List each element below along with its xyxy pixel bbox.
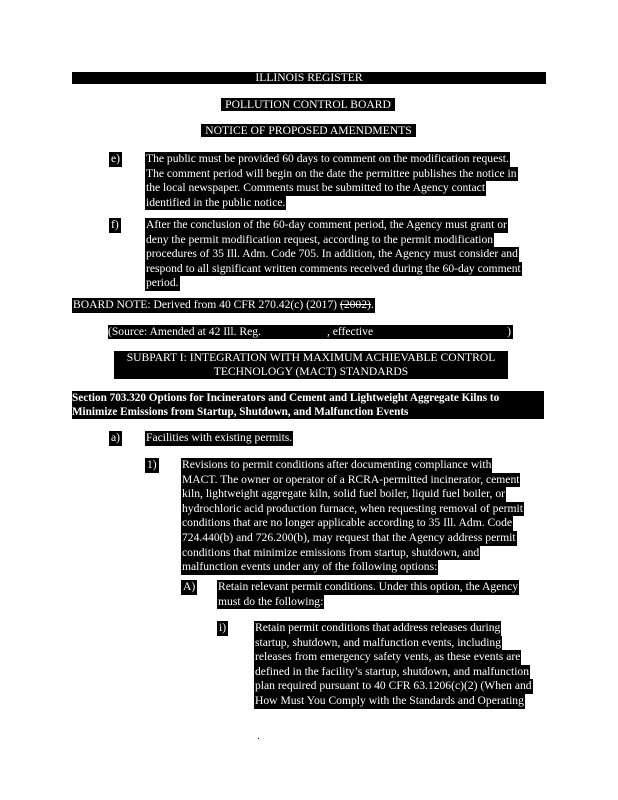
item-i-line: plan required pursuant to 40 CFR 63.1206(c)(2) (When and (255, 679, 532, 693)
item-e-line: The public must be provided 60 days to comment on the modification request. (146, 152, 509, 165)
source-open: (Source: Amended at 42 Ill. Reg. (108, 325, 261, 338)
item-f-marker: f) (111, 218, 119, 231)
notice-title-text: NOTICE OF PROPOSED AMENDMENTS (205, 124, 412, 137)
item-f-line: respond to all significant written comments received during the 60-day comment (146, 261, 521, 275)
board-note-struck: (2002) (339, 298, 371, 311)
item-i-line: defined in the facility’s startup, shutdown, and malfunction (255, 664, 530, 678)
item-e-marker: e) (111, 152, 121, 165)
board-note-text: BOARD NOTE: Derived from 40 CFR 270.42(c) (2017) (73, 298, 340, 311)
source-middle: , effective (326, 325, 374, 338)
notice-title (201, 124, 416, 137)
section-line-2: Minimize Emissions from Startup, Shutdown, and Malfunction Events (72, 406, 409, 418)
item-i-line: releases from emergency safety vents, as these events are (255, 650, 521, 664)
section-heading (72, 391, 544, 419)
source-line (108, 325, 513, 339)
item-1-marker: 1) (147, 458, 157, 471)
board-note-end: . (370, 298, 374, 311)
item-e-line: The comment period will begin on the date the permittee publishes the notice in (146, 166, 517, 180)
source-close: ) (507, 325, 511, 338)
board-note-line (72, 298, 375, 313)
item-i-line: How Must You Comply with the Standards and Operating (255, 693, 524, 707)
item-i-line: startup, shutdown, and malfunction events, including (255, 635, 502, 649)
item-a-text (145, 431, 293, 446)
item-1-line: hydrochloric acid production furnace, when requesting removal of permit (182, 501, 523, 515)
item-1-line: 724.440(b) and 726.200(b), may request that the Agency address permit (182, 530, 516, 544)
item-1-line: conditions that are no longer applicable according to 35 Ill. Adm. Code (182, 516, 513, 530)
item-A-marker: A) (183, 580, 196, 593)
item-e-line: identified in the public notice. (146, 195, 286, 209)
subpart-line-1: SUBPART I: INTEGRATION WITH MAXIMUM ACHIEVABLE CONTROL (126, 351, 496, 364)
item-1-line: conditions that minimize emissions from startup, shutdown, and (182, 545, 480, 559)
item-A-line: must do the following: (218, 594, 324, 608)
item-i-text (254, 621, 533, 709)
subpart-heading (114, 351, 508, 379)
item-1-line: malfunction events under any of the following options: (182, 560, 438, 574)
item-1-line: kiln, lightweight aggregate kiln, solid fuel boiler, liquid fuel boiler, or (182, 487, 505, 501)
register-title: ILLINOIS REGISTER (255, 71, 363, 84)
agency-title (221, 98, 395, 111)
item-f-line: procedures of 35 Ill. Adm. Code 705. In addition, the Agency must consider and (146, 247, 518, 261)
item-i-line: Retain permit conditions that address releases during (255, 621, 501, 634)
item-1-line: MACT. The owner or operator of a RCRA-permitted incinerator, cement (182, 472, 520, 486)
item-e-text (145, 152, 518, 210)
board-note (72, 298, 375, 313)
item-f-line: After the conclusion of the 60-day comment period, the Agency must grant or (146, 218, 507, 231)
item-f-line: period. (146, 276, 179, 290)
item-A-text (217, 580, 519, 609)
page-speck (258, 738, 259, 739)
section-line-1: Section 703.320 Options for Incinerators and Cement and Lightweight Aggregate Kilns to (72, 392, 500, 404)
item-A-line: Retain relevant permit conditions. Under this option, the Agency (218, 580, 519, 593)
item-a-line: Facilities with existing permits. (146, 431, 293, 444)
agency-title-text: POLLUTION CONTROL BOARD (225, 98, 391, 111)
item-f-text (145, 218, 522, 291)
item-1-line: Revisions to permit conditions after documenting compliance with (182, 458, 492, 471)
register-header-bar (72, 72, 546, 84)
item-a-marker: a) (111, 431, 121, 444)
item-i-marker: i) (219, 621, 227, 634)
item-f-line: deny the permit modification request, according to the permit modification (146, 232, 494, 246)
item-1-text (181, 458, 524, 575)
item-e-line: the local newspaper. Comments must be submitted to the Agency contact (146, 181, 486, 195)
subpart-line-2: TECHNOLOGY (MACT) STANDARDS (213, 365, 409, 378)
